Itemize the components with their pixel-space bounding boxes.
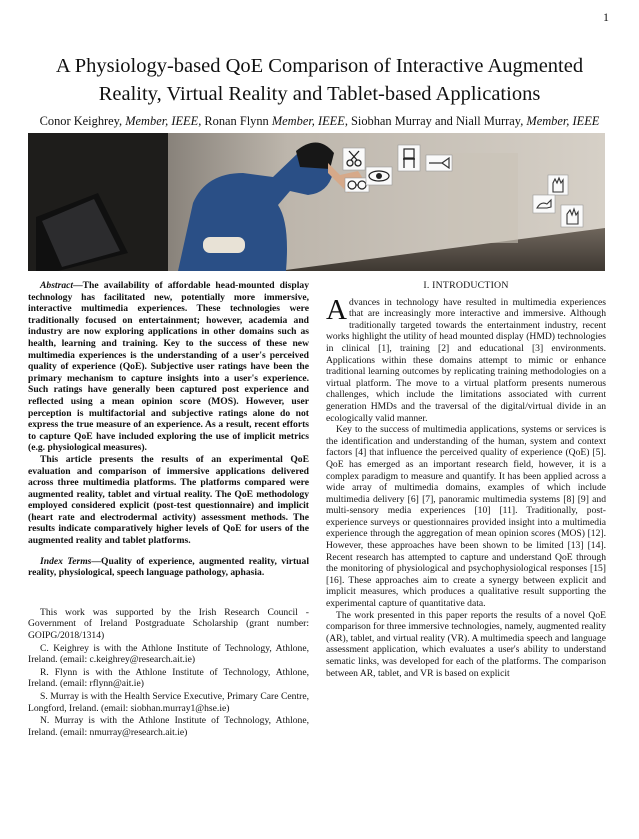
chair-icon [398, 145, 420, 171]
author-list [20, 114, 619, 129]
drop-cap: A [326, 293, 347, 326]
index-terms-paragraph [28, 556, 309, 579]
introduction-body [326, 293, 606, 680]
author-1-role: Member, IEEE [125, 114, 199, 128]
abstract-paragraph-2: This article presents the results of an experimental QoE evaluation and comparison of immersive applications delivered across three multimedia platforms. The platforms compared were augmented reality, tablet and virtual reality. The QoE methodology employed considered explicit (post-test questionnaire) and implicit (heart rate and electrodermal activity) assessment methods. The results indicate comparatively higher levels of QoE for users of the augmented reality and tablet platforms. [28, 453, 309, 547]
abstract-lead: Abstract [40, 280, 74, 291]
intro-paragraph-2: Key to the success of multimedia applications, systems or services is the identification and understanding of the human, system and context factors [4] that influence the perceived quality of experience (QoE) [5]. QoE has emerged as an important research field, however, it is a complex paradigm to measure and quantify. It has been applied across a wide array of multimedia domains, examples of which include multimedia delivery [6] [7], panoramic multimedia systems [8] [9] and multi-sensory media experiences [10] [11]. Traditionally, post-experience surveys or questionnaires provided insight into a multimedia experience through the aggregation of mean opinion scores (MOS) [12]. However, these approaches have been shown to be limited [13] [14]. Recent research has attempted to capture and understand QoE through the monitoring of physiological and psychophysiological responses [15] [16]. These approaches aim to create a synergy between explicit and implicit measures, which produces a qualitative result supporting the experimental capture of quantitative data. [326, 424, 606, 610]
author-2: , Ronan Flynn [198, 114, 272, 128]
footnote-nmurray: N. Murray is with the Athlone Institute of Technology, Athlone, Ireland. (email: nmurray@research.ait.ie) [28, 715, 309, 738]
dog-icon [533, 195, 555, 213]
left-column [28, 280, 309, 739]
title-line-1: A Physiology-based QoE Comparison of Interactive Augmented [55, 55, 584, 77]
index-terms-text: —Quality of experience, augmented reality, virtual reality, physiological, speech language pathology, aphasia. [28, 555, 309, 579]
glasses-icon [345, 178, 369, 192]
intro-paragraph-3: The work presented in this paper reports the results of a novel QoE comparison for three immersive technologies, namely, augmented reality (AR), tablet, and virtual reality (VR). A multimedia speech and language assessment application, which evaluates a user's ability to understand sematic links, was developed for each of the platforms. The comparison between AR, tablet, and VR is based on explicit [326, 609, 606, 679]
hand-icon [561, 205, 583, 227]
index-terms-lead: Index Terms [40, 555, 92, 567]
section-heading [326, 280, 606, 292]
footnote-flynn: R. Flynn is with the Athlone Institute of Technology, Athlone, Ireland. (email: rflynn@ait.ie) [28, 666, 309, 690]
footnotes [28, 607, 309, 739]
abstract-paragraph-1 [28, 280, 309, 454]
abstract-text-1: —The availability of affordable head-mounted display technology has facilitated new, potentially more immersive, interactive multimedia experiences. These technologies were traditionally focused on entertainment; however, academia and industry are now exploring applications in other domains such as health, learning and training. Key to the success of these new multimedia experiences is the understanding of a user's perceived quality of experience (QoE). Subjective user ratings have been the primary mechanism to capture insights into a user's experience. Such ratings have generally been captured post experience and reflected using a mean opinion score (MOS). However, user perception is multifactorial and subjective ratings alone do not express the true measure of an experience. As a result, recent efforts to capture QoE have included exploring the use of implicit metrics (e.g. physiological measures). [28, 280, 309, 454]
paper-title [20, 52, 619, 108]
page-number: 1 [603, 10, 609, 24]
title-line-2: Reality, Virtual Reality and Tablet-based Applications [98, 83, 541, 105]
section-number: I. [423, 280, 433, 291]
index-terms [28, 556, 309, 579]
author-1: Conor Keighrey, [39, 114, 126, 128]
intro-paragraph-1 [326, 293, 606, 425]
scissors-icon [343, 148, 365, 170]
glove-icon [548, 175, 568, 195]
footnote-funding: This work was supported by the Irish Research Council - Government of Ireland Postgraduate Scholarship (grant number: GOIPG/2018/1314) [28, 606, 309, 642]
section-title-rest: NTRODUCTION [435, 280, 509, 291]
author-4-role: Member, IEEE [526, 114, 600, 128]
eye-icon [366, 167, 392, 185]
section-first-letter: I [432, 280, 436, 291]
right-column [326, 280, 606, 679]
footnote-keighrey: C. Keighrey is with the Athlone Institute of Technology, Athlone, Ireland. (email: c.keighrey@research.ait.ie) [28, 642, 309, 666]
trumpet-icon [426, 155, 452, 171]
header-photo [28, 133, 605, 271]
intro-text-1: dvances in technology have resulted in multimedia experiences that are increasingly more interactive and immersive. Although traditionally targeted towards the entertainment industry, recent works highlight the utility of head mounted display (HMD) technologies in clinical [1], training [2] and educational [3] environments. Applications within these domains attempt to mimic or enhance traditional learning outcomes by replicating training methodologies on a virtual platform. The move to a virtual platform presents numerous challenges, which include the limitations associated with current generation HMDs and the traversal of the digital/virtual divide in an ecologically valid manner. [326, 296, 606, 424]
author-2-role: Member, IEEE [271, 114, 345, 128]
author-3-4: , Siobhan Murray and Niall Murray, [344, 114, 527, 128]
footnote-smurray: S. Murray is with the Health Service Executive, Primary Care Centre, Longford, Ireland. (email: siobhan.murray1@hse.ie) [28, 691, 309, 714]
abstract [28, 280, 309, 547]
